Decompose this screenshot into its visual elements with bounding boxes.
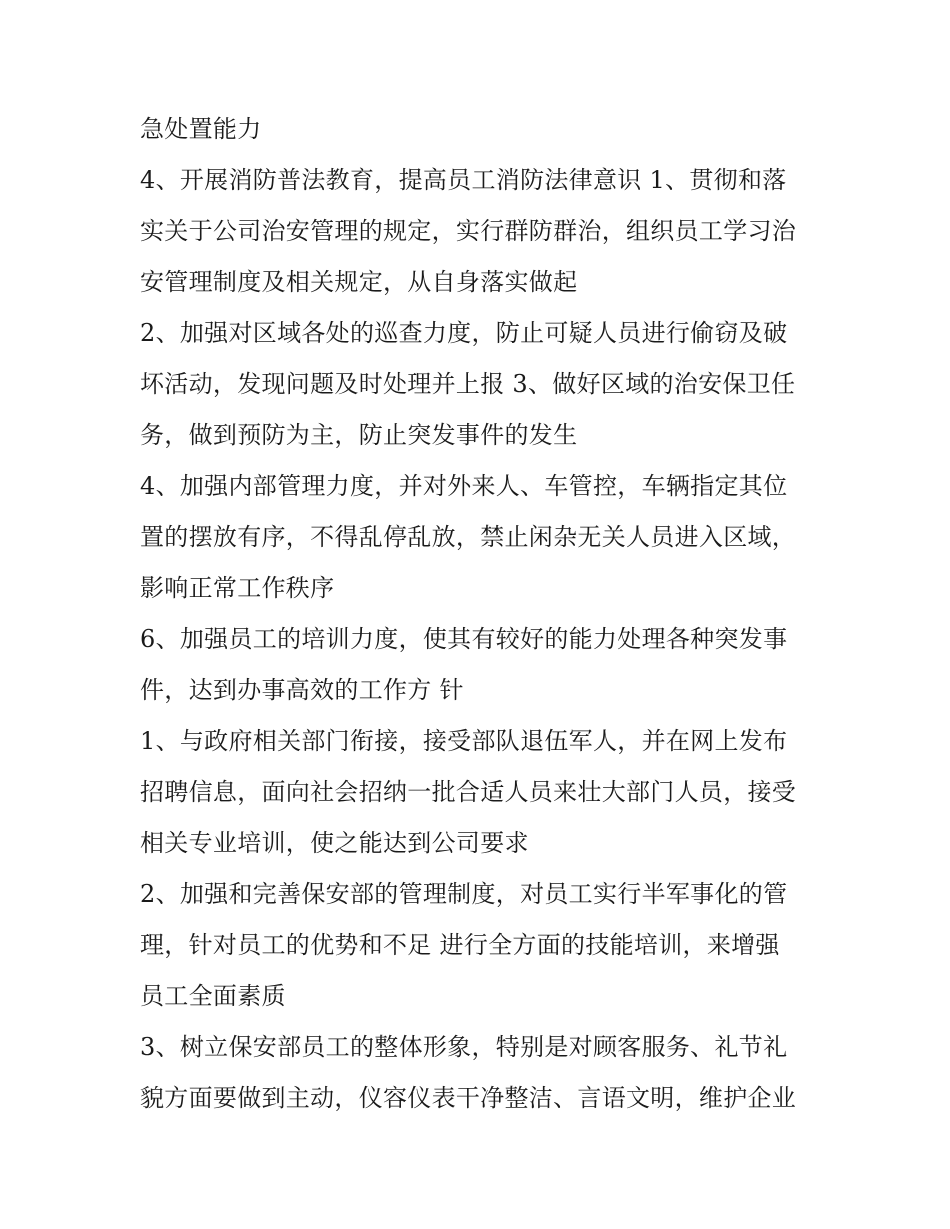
text-line: 3、树立保安部员工的整体形象，特别是对顾客服务、礼节礼 (140, 1033, 788, 1061)
text-line: 4、开展消防普法教育，提高员工消防法律意识 1、贯彻和落 (140, 166, 787, 194)
text-line: 貌方面要做到主动，仪容仪表干净整洁、言语文明，维护企业 (140, 1084, 797, 1112)
text-line: 招聘信息，面向社会招纳一批合适人员来壮大部门人员，接受 (140, 778, 797, 806)
text-line: 影响正常工作秩序 (140, 574, 335, 602)
text-line: 急处置能力 (140, 115, 262, 143)
document-body (140, 104, 820, 1124)
text-line: 员工全面素质 (140, 982, 286, 1010)
text-line: 安管理制度及相关规定，从自身落实做起 (140, 268, 578, 296)
text-line: 2、加强和完善保安部的管理制度，对员工实行半军事化的管 (140, 880, 788, 908)
text-line: 2、加强对区域各处的巡查力度，防止可疑人员进行偷窃及破 (140, 319, 788, 347)
text-line: 理，针对员工的优势和不足 进行全方面的技能培训，来增强 (140, 931, 780, 959)
text-line: 6、加强员工的培训力度，使其有较好的能力处理各种突发事 (140, 625, 788, 653)
text-line: 实关于公司治安管理的规定，实行群防群治，组织员工学习治 (140, 217, 797, 245)
text-line: 坏活动，发现问题及时处理并上报 3、做好区域的治安保卫任 (140, 370, 796, 398)
text-line: 件，达到办事高效的工作方 针 (140, 676, 464, 704)
text-line: 置的摆放有序，不得乱停乱放，禁止闲杂无关人员进入区域， (140, 523, 797, 551)
text-line: 1、与政府相关部门衔接，接受部队退伍军人，并在网上发布 (140, 727, 788, 755)
text-line: 相关专业培训，使之能达到公司要求 (140, 829, 529, 857)
text-line: 4、加强内部管理力度，并对外来人、车管控，车辆指定其位 (140, 472, 788, 500)
text-line: 务，做到预防为主，防止突发事件的发生 (140, 421, 578, 449)
